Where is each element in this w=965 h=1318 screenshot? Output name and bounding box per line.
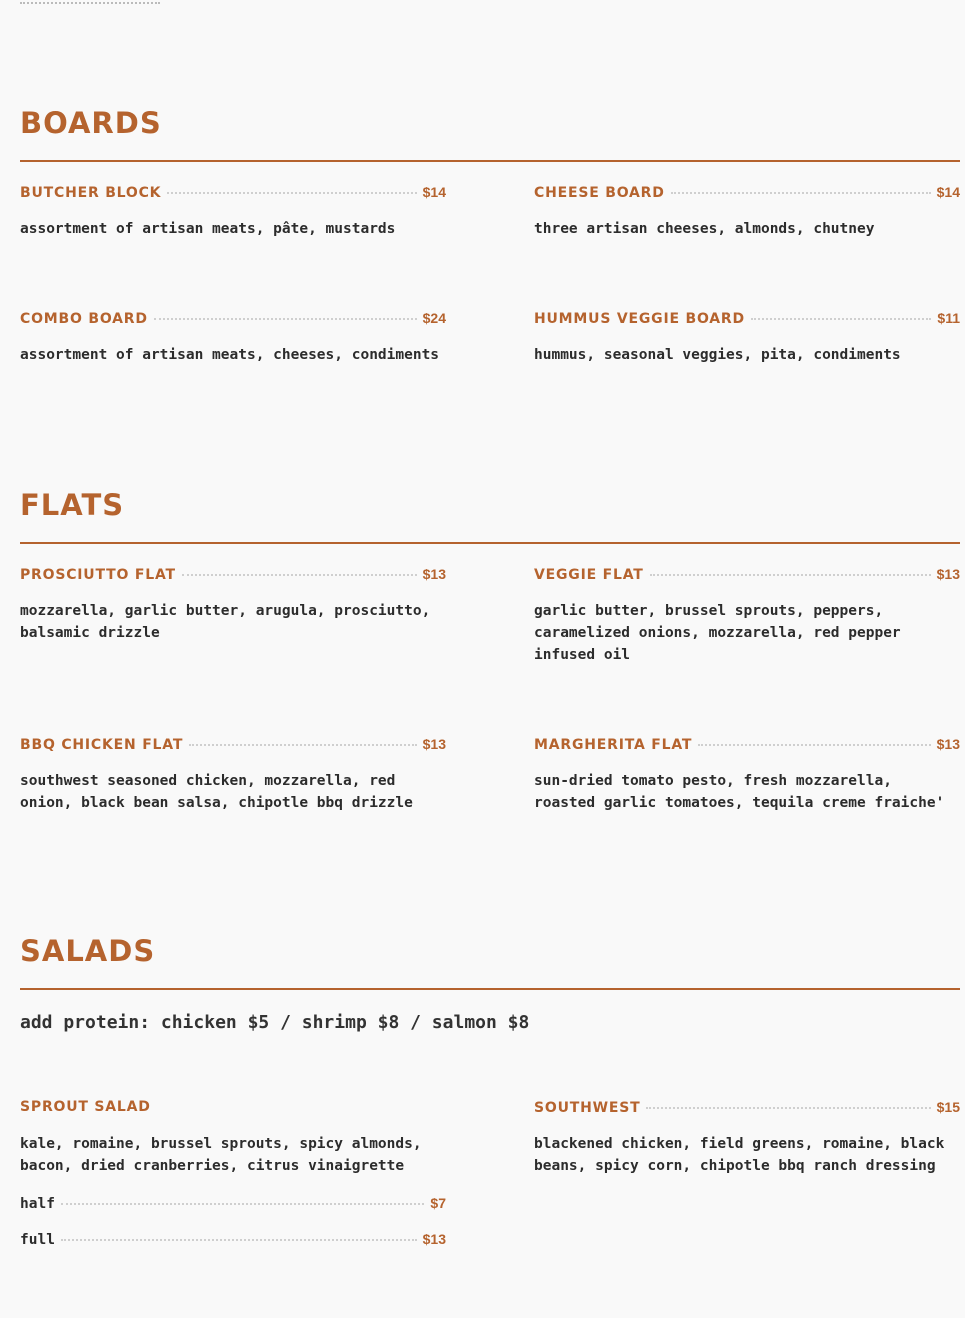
dot-leader [61, 1239, 417, 1241]
item-price: $24 [422, 310, 446, 326]
dot-leader [182, 574, 417, 576]
menu-item [534, 566, 960, 666]
section-title: BOARDS [20, 106, 162, 140]
item-price: $15 [936, 1099, 960, 1115]
previous-section-fragment [20, 0, 160, 4]
item-price: $13 [936, 736, 960, 752]
section-title: FLATS [20, 488, 125, 522]
item-name: COMBO BOARD [20, 311, 148, 327]
menu-item [20, 736, 446, 814]
item-description: hummus, seasonal veggies, pita, condiments [534, 347, 901, 363]
dot-leader [167, 192, 416, 194]
dot-leader [751, 318, 931, 320]
item-name: SOUTHWEST [534, 1100, 641, 1116]
item-description: assortment of artisan meats, cheeses, condiments [20, 347, 440, 363]
size-option-half [20, 1195, 446, 1217]
menu-item [20, 566, 446, 644]
item-description: mozzarella, garlic butter, arugula, prosciutto, balsamic drizzle [20, 603, 431, 641]
item-price: $13 [936, 566, 960, 582]
item-description: southwest seasoned chicken, mozzarella, red onion, black bean salsa, chipotle bbq drizzle [20, 773, 413, 811]
size-price: $7 [430, 1195, 446, 1211]
item-description: assortment of artisan meats, pâte, mustards [20, 221, 396, 237]
menu-item [534, 736, 960, 814]
item-name: MARGHERITA FLAT [534, 737, 693, 753]
menu-item [534, 184, 960, 240]
item-price: $14 [936, 184, 960, 200]
add-protein-note: add protein: chicken $5 / shrimp $8 / salmon $8 [20, 1012, 530, 1033]
item-name: VEGGIE FLAT [534, 567, 644, 583]
item-name: PROSCIUTTO FLAT [20, 567, 176, 583]
section-divider [20, 160, 960, 162]
item-price: $13 [422, 736, 446, 752]
item-name: HUMMUS VEGGIE BOARD [534, 311, 745, 327]
dot-leader [671, 192, 931, 194]
menu-item [20, 1099, 446, 1253]
menu-item [534, 310, 960, 366]
item-price: $13 [422, 566, 446, 582]
item-description: three artisan cheeses, almonds, chutney [534, 221, 875, 237]
dot-leader [61, 1203, 425, 1205]
menu-item [20, 184, 446, 240]
section-title: SALADS [20, 934, 156, 968]
item-name: BBQ CHICKEN FLAT [20, 737, 184, 753]
item-price: $11 [937, 310, 960, 326]
dot-leader [650, 574, 931, 576]
item-name: BUTCHER BLOCK [20, 185, 162, 201]
menu-item [20, 310, 446, 366]
size-label: full [20, 1232, 55, 1248]
size-price: $13 [422, 1231, 446, 1247]
size-label: half [20, 1196, 55, 1212]
item-description: kale, romaine, brussel sprouts, spicy almonds, bacon, dried cranberries, citrus vinaigrette [20, 1136, 422, 1174]
item-description: sun-dried tomato pesto, fresh mozzarella, roasted garlic tomatoes, tequila creme fraiche' [534, 773, 945, 811]
dot-leader [698, 744, 930, 746]
size-option-full [20, 1231, 446, 1253]
section-divider [20, 542, 960, 544]
dot-leader [154, 318, 417, 320]
item-price: $14 [422, 184, 446, 200]
item-description: blackened chicken, field greens, romaine, black beans, spicy corn, chipotle bbq ranch dressing [534, 1136, 945, 1174]
item-name: SPROUT SALAD [20, 1099, 151, 1115]
dot-leader [646, 1107, 930, 1109]
item-description: garlic butter, brussel sprouts, peppers, caramelized onions, mozzarella, red pepper infused oil [534, 603, 901, 663]
menu-item [534, 1099, 960, 1177]
item-name: CHEESE BOARD [534, 185, 665, 201]
section-divider [20, 988, 960, 990]
dot-leader [189, 744, 416, 746]
